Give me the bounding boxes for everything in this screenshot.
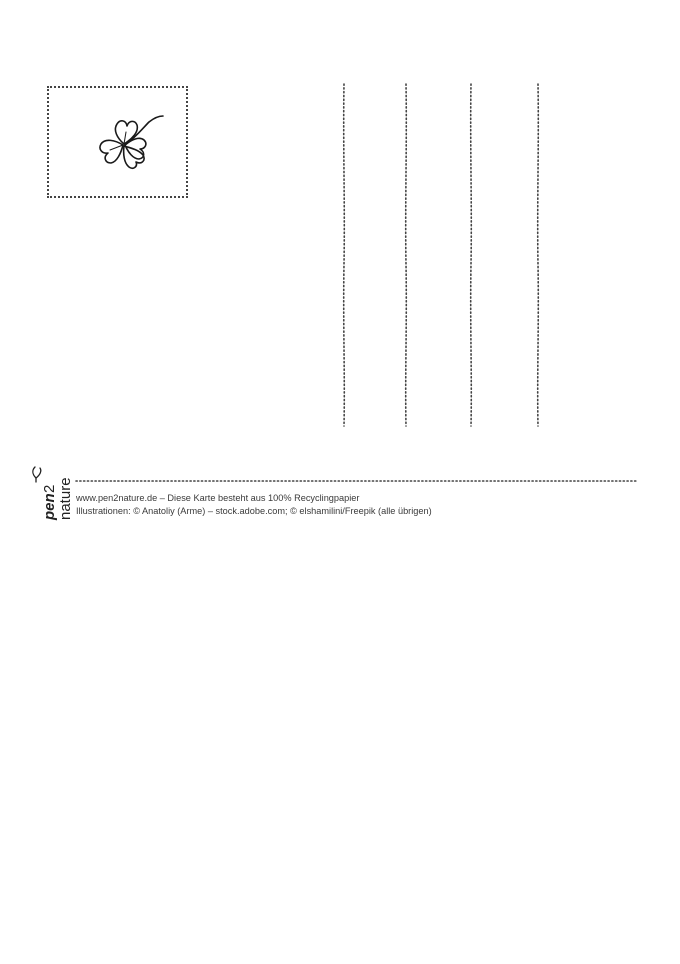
- footer-website-line: www.pen2nature.de – Diese Karte besteht aus 100% Recyclingpapier: [76, 493, 360, 503]
- address-line-4: [536, 84, 540, 426]
- address-line-1: [342, 84, 346, 426]
- address-line-3: [469, 84, 473, 426]
- leaf-sprout-icon: [33, 467, 41, 482]
- footer-divider: [76, 479, 637, 483]
- svg-text:pen: pen: [41, 493, 58, 520]
- stamp-box: [47, 86, 188, 198]
- footer-credits: [76, 492, 432, 517]
- footer-illustrations-line: Illustrationen: © Anatoliy (Arme) – stock.adobe.com; © elshamilini/Freepik (alle übrigen): [76, 505, 432, 516]
- address-line-2: [404, 84, 408, 426]
- four-leaf-clover-icon: [77, 110, 167, 178]
- svg-text:2: 2: [41, 484, 58, 493]
- svg-text:nature: nature: [57, 477, 74, 520]
- pen2nature-logo: [24, 438, 74, 522]
